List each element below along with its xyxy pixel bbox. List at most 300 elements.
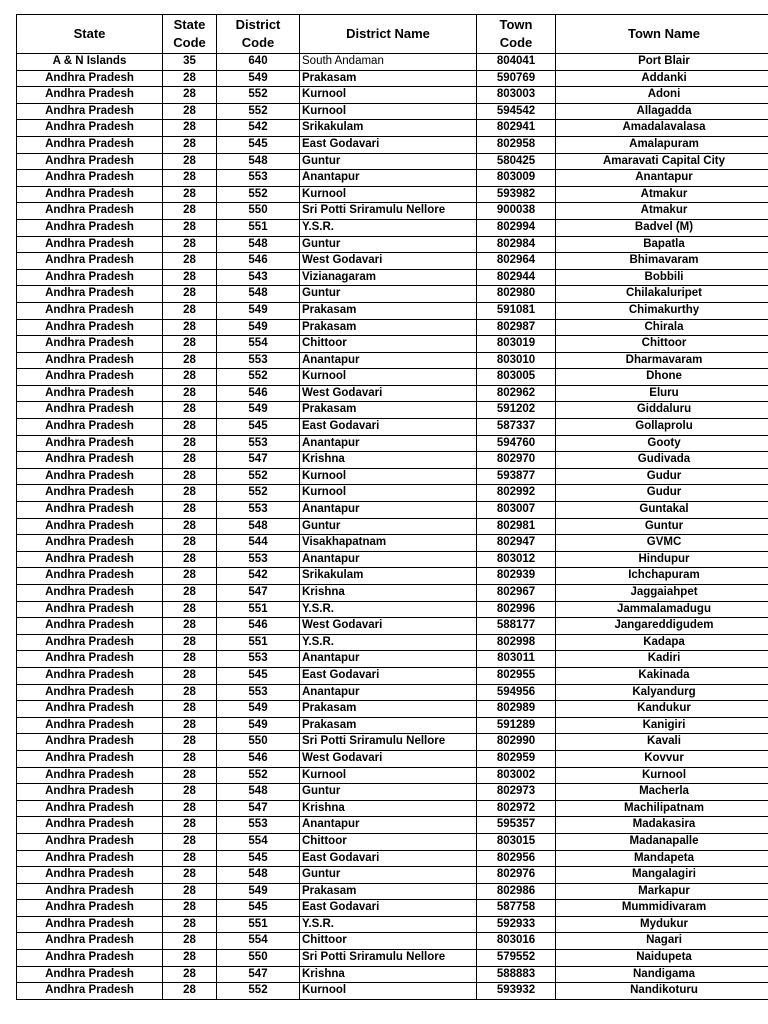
cell-district-name: Srikakulam [300, 120, 477, 137]
cell-state: Andhra Pradesh [17, 87, 163, 104]
cell-state-code: 28 [163, 120, 217, 137]
cell-state: Andhra Pradesh [17, 502, 163, 519]
cell-town-code: 802976 [477, 867, 556, 884]
cell-state-code: 28 [163, 817, 217, 834]
cell-town-code: 594760 [477, 435, 556, 452]
cell-town-code: 588883 [477, 966, 556, 983]
cell-district-name: Krishna [300, 585, 477, 602]
cell-town-name: Kanigiri [556, 717, 768, 734]
cell-district-code: 548 [217, 867, 300, 884]
cell-district-code: 545 [217, 667, 300, 684]
cell-town-code: 595357 [477, 817, 556, 834]
table-row [17, 485, 768, 502]
cell-district-code: 545 [217, 419, 300, 436]
cell-town-name: Gudivada [556, 452, 768, 469]
cell-town-code: 804041 [477, 54, 556, 71]
cell-state-code: 28 [163, 701, 217, 718]
cell-town-code: 593877 [477, 468, 556, 485]
cell-district-code: 549 [217, 717, 300, 734]
cell-district-name: Anantapur [300, 551, 477, 568]
cell-state: Andhra Pradesh [17, 485, 163, 502]
cell-state-code: 28 [163, 950, 217, 967]
cell-district-code: 552 [217, 767, 300, 784]
cell-district-name: Y.S.R. [300, 601, 477, 618]
cell-district-code: 550 [217, 950, 300, 967]
cell-district-code: 549 [217, 402, 300, 419]
cell-district-name: Krishna [300, 452, 477, 469]
cell-state: Andhra Pradesh [17, 435, 163, 452]
cell-town-name: Giddaluru [556, 402, 768, 419]
cell-state-code: 28 [163, 336, 217, 353]
cell-district-code: 546 [217, 618, 300, 635]
cell-district-code: 549 [217, 319, 300, 336]
cell-district-code: 640 [217, 54, 300, 71]
cell-state-code: 28 [163, 236, 217, 253]
cell-town-name: Addanki [556, 70, 768, 87]
cell-town-code: 802955 [477, 667, 556, 684]
table-row [17, 385, 768, 402]
cell-district-name: Srikakulam [300, 568, 477, 585]
cell-town-name: Kakinada [556, 667, 768, 684]
cell-state-code: 28 [163, 966, 217, 983]
table-row [17, 369, 768, 386]
cell-town-name: Eluru [556, 385, 768, 402]
cell-state-code: 28 [163, 585, 217, 602]
header-town-name: Town Name [556, 15, 768, 54]
header-town-code-line1: Town [499, 17, 533, 32]
cell-town-name: Kadiri [556, 651, 768, 668]
cell-state-code: 28 [163, 136, 217, 153]
cell-state: Andhra Pradesh [17, 452, 163, 469]
cell-town-code: 802970 [477, 452, 556, 469]
cell-district-name: Guntur [300, 286, 477, 303]
cell-state-code: 28 [163, 784, 217, 801]
cell-state-code: 28 [163, 253, 217, 270]
cell-district-name: Kurnool [300, 87, 477, 104]
cell-district-name: Krishna [300, 800, 477, 817]
cell-district-code: 546 [217, 253, 300, 270]
cell-district-name: Prakasam [300, 701, 477, 718]
cell-state: Andhra Pradesh [17, 269, 163, 286]
table-row [17, 402, 768, 419]
cell-town-code: 593932 [477, 983, 556, 1000]
cell-state-code: 28 [163, 867, 217, 884]
cell-state: Andhra Pradesh [17, 883, 163, 900]
cell-town-name: Adoni [556, 87, 768, 104]
cell-town-code: 580425 [477, 153, 556, 170]
cell-district-code: 545 [217, 900, 300, 917]
header-state: State [17, 15, 163, 54]
cell-state: Andhra Pradesh [17, 286, 163, 303]
table-row [17, 203, 768, 220]
cell-state: Andhra Pradesh [17, 966, 163, 983]
cell-state: Andhra Pradesh [17, 900, 163, 917]
cell-state-code: 28 [163, 933, 217, 950]
cell-state: Andhra Pradesh [17, 667, 163, 684]
cell-town-code: 802964 [477, 253, 556, 270]
cell-town-name: Bapatla [556, 236, 768, 253]
cell-district-code: 553 [217, 435, 300, 452]
cell-state: Andhra Pradesh [17, 369, 163, 386]
cell-state: Andhra Pradesh [17, 103, 163, 120]
cell-state-code: 28 [163, 170, 217, 187]
cell-town-code: 802947 [477, 535, 556, 552]
cell-town-name: Kurnool [556, 767, 768, 784]
cell-state-code: 28 [163, 369, 217, 386]
cell-state-code: 28 [163, 634, 217, 651]
cell-district-name: West Godavari [300, 750, 477, 767]
cell-town-code: 802958 [477, 136, 556, 153]
header-district-name: District Name [300, 15, 477, 54]
town-directory-table [16, 14, 768, 1000]
cell-district-name: East Godavari [300, 136, 477, 153]
cell-district-code: 550 [217, 734, 300, 751]
table-row [17, 219, 768, 236]
cell-town-code: 802981 [477, 518, 556, 535]
cell-town-name: Hindupur [556, 551, 768, 568]
table-row [17, 750, 768, 767]
cell-town-code: 802939 [477, 568, 556, 585]
cell-state-code: 28 [163, 983, 217, 1000]
cell-town-code: 803015 [477, 833, 556, 850]
cell-district-name: Prakasam [300, 319, 477, 336]
cell-town-name: Ichchapuram [556, 568, 768, 585]
cell-town-code: 587758 [477, 900, 556, 917]
cell-district-code: 554 [217, 933, 300, 950]
cell-district-code: 548 [217, 236, 300, 253]
table-row [17, 253, 768, 270]
cell-town-name: Kalyandurg [556, 684, 768, 701]
cell-town-code: 803003 [477, 87, 556, 104]
table-row [17, 502, 768, 519]
cell-district-name: Kurnool [300, 186, 477, 203]
cell-state-code: 28 [163, 219, 217, 236]
cell-town-name: Amadalavalasa [556, 120, 768, 137]
header-town-code [477, 15, 556, 54]
cell-district-code: 544 [217, 535, 300, 552]
cell-district-code: 547 [217, 800, 300, 817]
cell-state: Andhra Pradesh [17, 518, 163, 535]
table-row [17, 518, 768, 535]
cell-state: Andhra Pradesh [17, 717, 163, 734]
table-row [17, 933, 768, 950]
cell-state: Andhra Pradesh [17, 535, 163, 552]
cell-town-code: 802987 [477, 319, 556, 336]
table-row [17, 800, 768, 817]
cell-state: Andhra Pradesh [17, 385, 163, 402]
cell-town-name: Kavali [556, 734, 768, 751]
cell-district-name: Prakasam [300, 302, 477, 319]
cell-district-code: 547 [217, 585, 300, 602]
cell-district-code: 546 [217, 750, 300, 767]
cell-state-code: 28 [163, 717, 217, 734]
cell-district-code: 548 [217, 784, 300, 801]
cell-town-code: 802990 [477, 734, 556, 751]
cell-town-code: 802989 [477, 701, 556, 718]
cell-state: Andhra Pradesh [17, 219, 163, 236]
table-row [17, 419, 768, 436]
cell-town-code: 591081 [477, 302, 556, 319]
cell-state-code: 28 [163, 70, 217, 87]
table-row [17, 319, 768, 336]
cell-district-name: East Godavari [300, 419, 477, 436]
cell-district-name: East Godavari [300, 667, 477, 684]
table-row [17, 352, 768, 369]
table-row [17, 784, 768, 801]
cell-district-code: 549 [217, 883, 300, 900]
table-row [17, 701, 768, 718]
cell-state-code: 28 [163, 568, 217, 585]
cell-state: Andhra Pradesh [17, 983, 163, 1000]
cell-district-name: Y.S.R. [300, 916, 477, 933]
cell-town-name: Machilipatnam [556, 800, 768, 817]
cell-state: Andhra Pradesh [17, 352, 163, 369]
cell-state: Andhra Pradesh [17, 236, 163, 253]
header-state-code-line1: State [173, 17, 206, 32]
cell-district-code: 548 [217, 286, 300, 303]
cell-town-code: 593982 [477, 186, 556, 203]
cell-town-code: 803016 [477, 933, 556, 950]
cell-state: Andhra Pradesh [17, 170, 163, 187]
cell-town-name: Gudur [556, 468, 768, 485]
cell-district-code: 552 [217, 468, 300, 485]
cell-state: Andhra Pradesh [17, 800, 163, 817]
cell-state-code: 28 [163, 750, 217, 767]
cell-district-code: 554 [217, 336, 300, 353]
cell-town-name: Nandigama [556, 966, 768, 983]
table-row [17, 867, 768, 884]
cell-district-name: Prakasam [300, 883, 477, 900]
cell-district-code: 543 [217, 269, 300, 286]
table-row [17, 900, 768, 917]
cell-town-name: Mangalagiri [556, 867, 768, 884]
cell-state-code: 28 [163, 452, 217, 469]
cell-district-name: Guntur [300, 153, 477, 170]
cell-town-code: 802941 [477, 120, 556, 137]
cell-state-code: 28 [163, 883, 217, 900]
cell-state-code: 28 [163, 618, 217, 635]
cell-district-code: 552 [217, 485, 300, 502]
cell-town-name: Atmakur [556, 203, 768, 220]
cell-town-code: 592933 [477, 916, 556, 933]
header-district-code-line2: Code [241, 35, 275, 50]
table-body [17, 54, 768, 1000]
cell-town-code: 587337 [477, 419, 556, 436]
cell-state-code: 28 [163, 419, 217, 436]
table-row [17, 153, 768, 170]
table-row [17, 734, 768, 751]
cell-town-code: 579552 [477, 950, 556, 967]
cell-town-code: 588177 [477, 618, 556, 635]
cell-district-code: 547 [217, 452, 300, 469]
cell-town-name: Mydukur [556, 916, 768, 933]
cell-town-code: 802972 [477, 800, 556, 817]
cell-district-name: East Godavari [300, 850, 477, 867]
cell-state-code: 28 [163, 601, 217, 618]
cell-state-code: 28 [163, 502, 217, 519]
cell-district-name: Sri Potti Sriramulu Nellore [300, 734, 477, 751]
cell-town-name: Chirala [556, 319, 768, 336]
cell-district-name: Chittoor [300, 336, 477, 353]
cell-state-code: 28 [163, 319, 217, 336]
cell-state-code: 28 [163, 767, 217, 784]
table-row [17, 684, 768, 701]
cell-town-name: Anantapur [556, 170, 768, 187]
table-row [17, 950, 768, 967]
table-row [17, 103, 768, 120]
cell-town-name: Jaggaiahpet [556, 585, 768, 602]
cell-state-code: 28 [163, 203, 217, 220]
cell-state-code: 28 [163, 485, 217, 502]
cell-state-code: 28 [163, 535, 217, 552]
cell-district-code: 553 [217, 502, 300, 519]
cell-state: Andhra Pradesh [17, 601, 163, 618]
cell-state: Andhra Pradesh [17, 136, 163, 153]
cell-district-name: Krishna [300, 966, 477, 983]
cell-town-name: Gooty [556, 435, 768, 452]
cell-district-name: Anantapur [300, 502, 477, 519]
cell-town-code: 802944 [477, 269, 556, 286]
cell-town-code: 803009 [477, 170, 556, 187]
cell-town-name: Gudur [556, 485, 768, 502]
cell-district-name: Anantapur [300, 817, 477, 834]
town-directory-sheet [16, 14, 768, 1000]
cell-town-code: 802956 [477, 850, 556, 867]
cell-town-code: 802980 [477, 286, 556, 303]
cell-town-name: Chilakaluripet [556, 286, 768, 303]
cell-town-name: Nandikoturu [556, 983, 768, 1000]
cell-state: Andhra Pradesh [17, 634, 163, 651]
cell-state-code: 28 [163, 518, 217, 535]
table-row [17, 302, 768, 319]
table-row [17, 236, 768, 253]
cell-state-code: 28 [163, 468, 217, 485]
cell-district-name: Guntur [300, 867, 477, 884]
table-row [17, 286, 768, 303]
cell-state: Andhra Pradesh [17, 916, 163, 933]
cell-district-name: West Godavari [300, 253, 477, 270]
cell-district-code: 542 [217, 120, 300, 137]
header-row [17, 15, 768, 54]
cell-district-name: Vizianagaram [300, 269, 477, 286]
table-row [17, 87, 768, 104]
cell-state-code: 28 [163, 916, 217, 933]
cell-district-name: Prakasam [300, 717, 477, 734]
cell-district-name: West Godavari [300, 618, 477, 635]
cell-state-code: 28 [163, 734, 217, 751]
table-row [17, 585, 768, 602]
cell-district-name: Visakhapatnam [300, 535, 477, 552]
cell-district-name: Kurnool [300, 103, 477, 120]
table-row [17, 435, 768, 452]
table-row [17, 833, 768, 850]
cell-town-code: 802986 [477, 883, 556, 900]
table-row [17, 70, 768, 87]
cell-town-name: Markapur [556, 883, 768, 900]
table-row [17, 120, 768, 137]
cell-town-name: Kovvur [556, 750, 768, 767]
cell-district-name: Prakasam [300, 70, 477, 87]
table-row [17, 551, 768, 568]
cell-town-name: Badvel (M) [556, 219, 768, 236]
cell-state: Andhra Pradesh [17, 302, 163, 319]
cell-state-code: 28 [163, 385, 217, 402]
cell-state: Andhra Pradesh [17, 850, 163, 867]
cell-state-code: 35 [163, 54, 217, 71]
cell-district-name: Guntur [300, 236, 477, 253]
cell-state: Andhra Pradesh [17, 784, 163, 801]
table-row [17, 618, 768, 635]
header-town-code-line2: Code [499, 35, 533, 50]
cell-town-code: 591289 [477, 717, 556, 734]
table-row [17, 535, 768, 552]
cell-district-name: Kurnool [300, 485, 477, 502]
cell-state: Andhra Pradesh [17, 750, 163, 767]
cell-town-code: 803012 [477, 551, 556, 568]
cell-town-code: 802992 [477, 485, 556, 502]
cell-district-name: Anantapur [300, 651, 477, 668]
cell-state-code: 28 [163, 850, 217, 867]
cell-town-name: Naidupeta [556, 950, 768, 967]
cell-state-code: 28 [163, 667, 217, 684]
cell-district-code: 553 [217, 651, 300, 668]
table-row [17, 667, 768, 684]
cell-town-name: Kandukur [556, 701, 768, 718]
cell-state-code: 28 [163, 103, 217, 120]
cell-state: Andhra Pradesh [17, 70, 163, 87]
cell-state-code: 28 [163, 402, 217, 419]
table-row [17, 966, 768, 983]
cell-district-code: 551 [217, 916, 300, 933]
cell-town-name: Amaravati Capital City [556, 153, 768, 170]
cell-town-name: Kadapa [556, 634, 768, 651]
cell-district-code: 553 [217, 817, 300, 834]
cell-district-code: 552 [217, 87, 300, 104]
cell-town-name: Port Blair [556, 54, 768, 71]
cell-state: Andhra Pradesh [17, 419, 163, 436]
cell-town-name: Dharmavaram [556, 352, 768, 369]
cell-state-code: 28 [163, 269, 217, 286]
cell-state-code: 28 [163, 352, 217, 369]
table-row [17, 54, 768, 71]
cell-district-code: 551 [217, 219, 300, 236]
cell-district-code: 542 [217, 568, 300, 585]
cell-district-code: 553 [217, 684, 300, 701]
cell-state-code: 28 [163, 551, 217, 568]
cell-state-code: 28 [163, 800, 217, 817]
cell-state: Andhra Pradesh [17, 336, 163, 353]
cell-town-name: Guntur [556, 518, 768, 535]
cell-town-code: 802962 [477, 385, 556, 402]
cell-district-name: Sri Potti Sriramulu Nellore [300, 203, 477, 220]
cell-town-name: Jammalamadugu [556, 601, 768, 618]
cell-district-code: 546 [217, 385, 300, 402]
cell-state: Andhra Pradesh [17, 253, 163, 270]
cell-district-name: Kurnool [300, 369, 477, 386]
cell-district-name: East Godavari [300, 900, 477, 917]
cell-town-code: 802973 [477, 784, 556, 801]
cell-district-name: Y.S.R. [300, 219, 477, 236]
cell-state-code: 28 [163, 684, 217, 701]
cell-town-name: GVMC [556, 535, 768, 552]
cell-district-code: 552 [217, 369, 300, 386]
table-row [17, 269, 768, 286]
cell-town-name: Guntakal [556, 502, 768, 519]
cell-district-code: 548 [217, 518, 300, 535]
cell-district-code: 552 [217, 983, 300, 1000]
table-row [17, 883, 768, 900]
cell-state: Andhra Pradesh [17, 468, 163, 485]
